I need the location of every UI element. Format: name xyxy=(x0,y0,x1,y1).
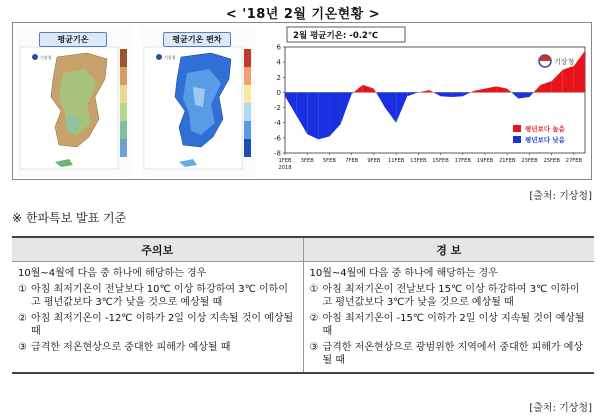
item-number: ② xyxy=(309,313,319,324)
y-tick-label: -4 xyxy=(274,119,281,128)
y-tick-label: 6 xyxy=(276,43,281,52)
list-item xyxy=(18,341,297,354)
y-tick-label: 2 xyxy=(276,73,281,82)
warning-intro: 10월~4월에 다음 중 하나에 해당하는 경우 xyxy=(309,268,498,279)
source-label: [출처: 기상청] xyxy=(529,403,592,414)
temperature-panel xyxy=(12,22,592,180)
header-warning: 경 보 xyxy=(303,237,594,262)
x-tick-label: 11FEB xyxy=(387,158,405,164)
item-number: ① xyxy=(18,284,27,295)
list-item xyxy=(310,312,589,338)
section-title: ※ 한파특보 발표 기준 xyxy=(12,211,127,225)
x-tick-label: 5FEB xyxy=(322,158,337,164)
warning-cell xyxy=(303,262,594,374)
chart-svg xyxy=(263,25,591,179)
list-item xyxy=(18,312,297,338)
x-tick-label: 25FEB xyxy=(543,158,560,164)
x-tick-label: 3FEB xyxy=(300,158,314,164)
x-tick-label: 17FEB xyxy=(454,158,471,164)
item-number: ③ xyxy=(18,342,27,353)
area-segment xyxy=(452,92,463,97)
map-logo-text: 기상청 xyxy=(164,55,176,60)
avg-temp-map xyxy=(17,27,131,177)
map-title: 평균기온 편차 xyxy=(163,32,231,47)
x-tick-label: 7FEB xyxy=(345,158,359,164)
legend-label: 평년보다 낮음 xyxy=(525,136,565,144)
color-scale xyxy=(120,49,127,157)
x-tick-label: 9FEB xyxy=(367,158,381,164)
y-tick-label: 4 xyxy=(276,58,281,67)
temperature-anomaly-chart xyxy=(263,25,591,179)
y-tick-label: 0 xyxy=(276,88,281,97)
item-text: 아침 최저기온이 전날보다 10℃ 이상 하강하여 3℃ 이하이고 평년값보다 3℃가 낮을 것으로 예상될 때 xyxy=(31,284,288,308)
area-segment xyxy=(318,92,329,139)
chart-title: 2월 평균기온: -0.2℃ xyxy=(293,31,379,41)
y-tick-label: -2 xyxy=(274,104,281,113)
map-title: 평균기온 xyxy=(39,32,107,47)
item-text: 급격한 저온현상으로 광범위한 지역에서 중대한 피해가 예상될 때 xyxy=(322,342,584,366)
color-scale xyxy=(244,49,251,157)
x-tick-label: 21FEB xyxy=(499,158,516,164)
advisory-intro: 10월~4월에 다음 중 하나에 해당하는 경우 xyxy=(18,268,207,279)
x-tick-label: 13FEB xyxy=(410,158,427,164)
page-title: < '18년 2월 기온현황 > xyxy=(225,7,381,22)
area-segment xyxy=(307,92,318,139)
cold-wave-criteria-table xyxy=(12,236,594,374)
map-graphic xyxy=(17,27,131,177)
legend-swatch xyxy=(513,136,521,143)
map-logo-text: 기상청 xyxy=(40,55,52,60)
item-number: ③ xyxy=(309,342,319,353)
list-item xyxy=(18,283,297,309)
x-tick-label: 19FEB xyxy=(476,158,494,164)
y-tick-label: -8 xyxy=(274,149,281,158)
list-item xyxy=(310,283,589,309)
list-item xyxy=(310,341,589,367)
area-segment xyxy=(563,66,574,93)
area-segment xyxy=(441,92,452,97)
item-number: ② xyxy=(18,313,27,324)
x-tick-label: 15FEB xyxy=(432,158,449,164)
temp-anomaly-map xyxy=(141,27,255,177)
x-tick-label: 23FEB xyxy=(521,158,538,164)
x-tick-label: 27FEB xyxy=(565,158,583,164)
item-number: ① xyxy=(309,284,319,295)
x-tick-label: 1FEB xyxy=(278,158,292,164)
header-advisory: 주의보 xyxy=(12,237,303,262)
y-tick-label: -6 xyxy=(274,134,281,143)
map-graphic xyxy=(141,27,255,177)
legend-swatch xyxy=(513,125,521,132)
source-label: [출처: 기상청] xyxy=(529,191,592,202)
advisory-cell xyxy=(12,262,303,374)
item-text: 아침 최저기온이 -12℃ 이하가 2일 이상 지속될 것이 예상될 때 xyxy=(31,313,294,337)
item-text: 아침 최저기온이 전날보다 15℃ 이상 하강하여 3℃ 이하이고 평년값보다 3℃가 낮을 것으로 예상될 때 xyxy=(322,284,580,308)
item-text: 아침 최저기온이 -15℃ 이하가 2일 이상 지속될 것이 예상될 때 xyxy=(322,313,585,337)
x-tick-label: 2018 xyxy=(278,165,292,171)
item-text: 급격한 저온현상으로 중대한 피해가 예상될 때 xyxy=(31,342,231,353)
legend-label: 평년보다 높음 xyxy=(525,125,565,133)
chart-logo-text: 기상청 xyxy=(554,58,575,66)
